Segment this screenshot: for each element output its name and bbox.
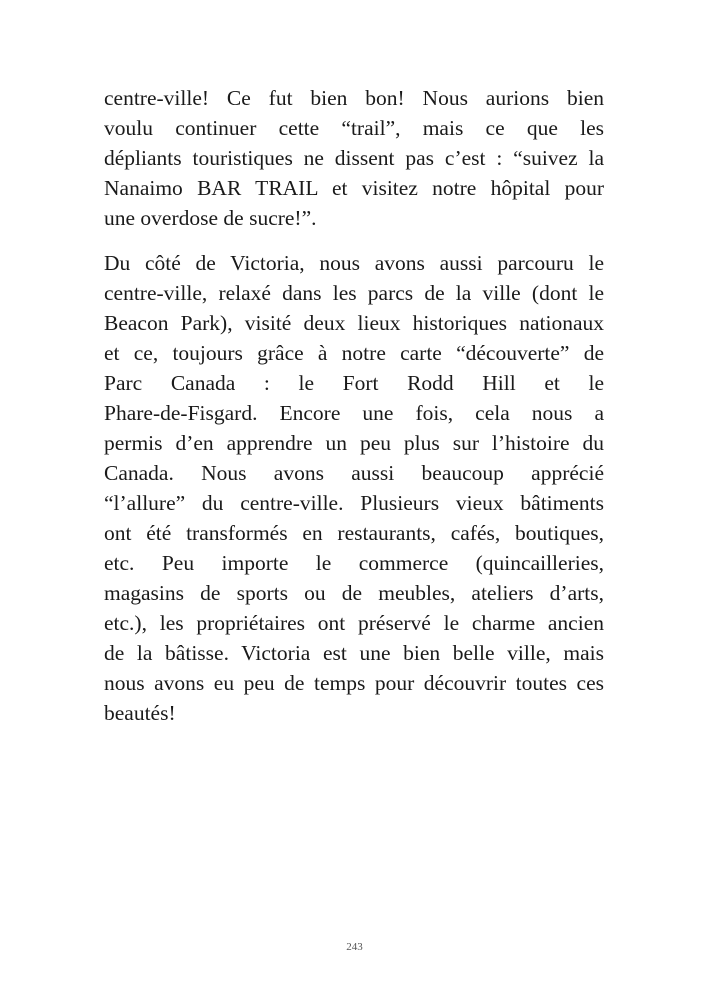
text-line: centre-ville! Ce fut bien bon! Nous aurions bien <box>104 86 604 110</box>
text-line: Parc Canada : le Fort Rodd Hill et le <box>104 371 604 395</box>
text-line: de la bâtisse. Victoria est une bien belle ville, mais <box>104 641 604 665</box>
text-line: Phare-de-Fisgard. Encore une fois, cela nous a <box>104 401 604 425</box>
text-line: Beacon Park), visité deux lieux historiques nationaux <box>104 311 604 335</box>
text-line: magasins de sports ou de meubles, ateliers d’arts, <box>104 581 604 605</box>
text-line: beautés! <box>104 701 176 725</box>
paragraph-victoria <box>104 248 604 728</box>
text-line: Du côté de Victoria, nous avons aussi parcouru le <box>104 251 604 275</box>
text-line: etc. Peu importe le commerce (quincailleries, <box>104 551 604 575</box>
text-line: une overdose de sucre!”. <box>104 206 317 230</box>
text-line: voulu continuer cette “trail”, mais ce que les <box>104 116 604 140</box>
text-line: Nanaimo BAR TRAIL et visitez notre hôpital pour <box>104 176 604 200</box>
text-line: et ce, toujours grâce à notre carte “découverte” de <box>104 341 604 365</box>
paragraph-nanaimo <box>104 83 604 233</box>
page-number: 243 <box>346 941 363 953</box>
text-line: “l’allure” du centre-ville. Plusieurs vieux bâtiments <box>104 491 604 515</box>
text-line: Canada. Nous avons aussi beaucoup apprécié <box>104 461 604 485</box>
text-line: ont été transformés en restaurants, cafés, boutiques, <box>104 521 604 545</box>
text-line: nous avons eu peu de temps pour découvrir toutes ces <box>104 671 604 695</box>
text-line: etc.), les propriétaires ont préservé le charme ancien <box>104 611 604 635</box>
text-line: permis d’en apprendre un peu plus sur l’histoire du <box>104 431 604 455</box>
text-line: centre-ville, relaxé dans les parcs de la ville (dont le <box>104 281 604 305</box>
text-line: dépliants touristiques ne dissent pas c’est : “suivez la <box>104 146 604 170</box>
